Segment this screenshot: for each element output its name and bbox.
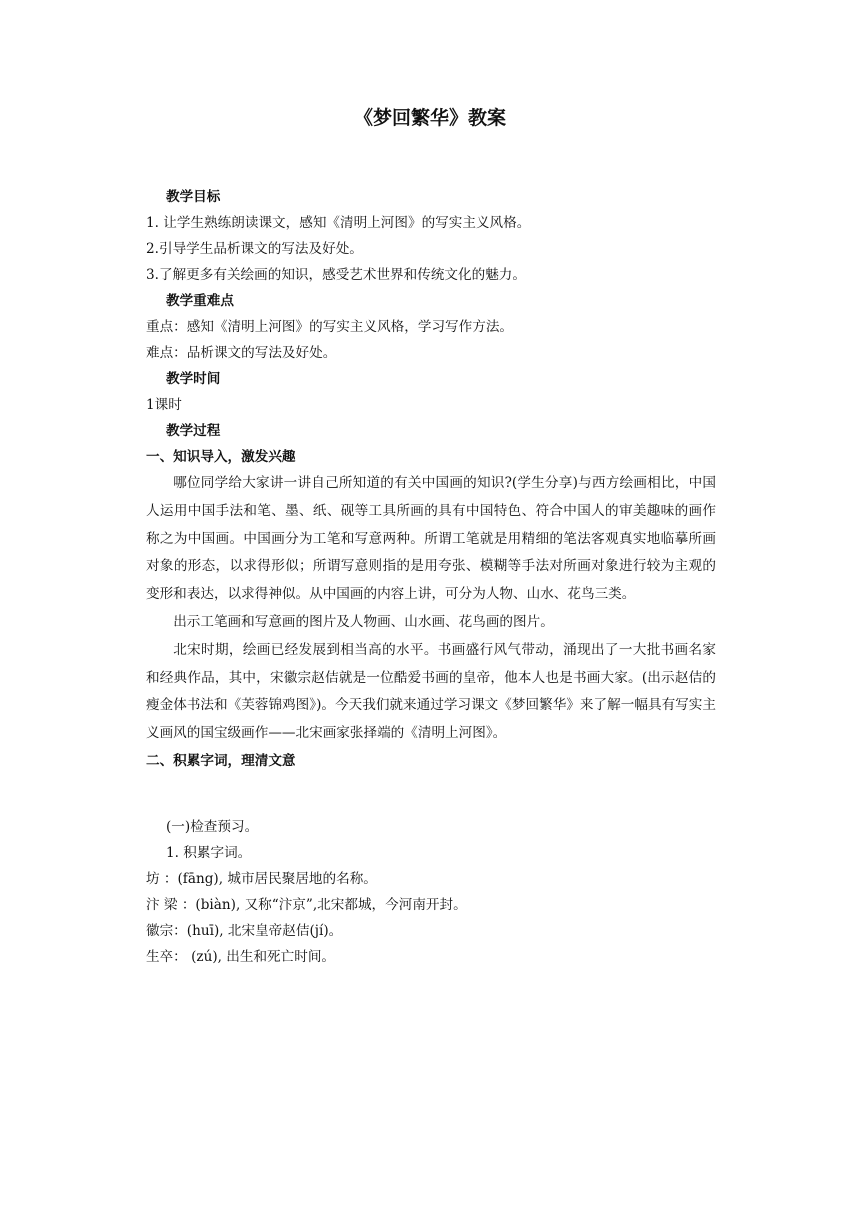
section-heading-time: 教学时间: [166, 371, 221, 387]
document-title: 《梦回繁华》教案: [353, 107, 506, 129]
subsection-item: 1. 积累字词。: [166, 844, 252, 861]
document-body: [146, 184, 716, 970]
part2-heading: 二、积累字词，理清文意: [146, 752, 296, 769]
goal-item-1: 1. 让学生熟练朗读课文，感知《清明上河图》的写实主义风格。: [146, 215, 531, 231]
subsection-heading: (一)检查预习。: [166, 818, 259, 835]
part1-paragraph-3: 北宋时期，绘画已经发展到相当高的水平。书画盛行风气带动，涌现出了一大批书画名家和经典作品，其中，宋徽宗赵佶就是一位酷爱书画的皇帝，他本人也是书画大家。(出示赵佶的瘦金体书法和《芙蓉锦鸡图》)。今天我们就来通过学习课文《梦回繁华》来了解一幅具有写实主义画风的国宝级画作——北宋画家张择端的《清明上河图》。: [146, 641, 716, 742]
goal-item-2: 2.引导学生品析课文的写法及好处。: [146, 241, 363, 257]
key-point-1: 重点：感知《清明上河图》的写实主义风格，学习写作方法。: [146, 319, 514, 335]
word-entry-1: 坊 ：(fāng), 城市居民聚居地的名称。: [146, 870, 377, 887]
word-entry-3: 徽宗：(huī), 北宋皇帝赵佶(jí)。: [146, 922, 343, 939]
word-entry-4: 生卒： (zú), 出生和死亡时间。: [146, 948, 336, 965]
section-heading-key-points: 教学重难点: [166, 293, 234, 309]
section-heading-process: 教学过程: [166, 423, 221, 439]
part1-paragraph-2: 出示工笔画和写意画的图片及人物画、山水画、花鸟画的图片。: [173, 613, 554, 630]
spacer: [146, 774, 716, 814]
part1-heading: 一、知识导入，激发兴趣: [146, 449, 296, 465]
part1-paragraph-1: 哪位同学给大家讲一讲自己所知道的有关中国画的知识?(学生分享)与西方绘画相比，中国人运用中国手法和笔、墨、纸、砚等工具所画的具有中国特色、符合中国人的审美趣味的画作称之为中国画。中国画分为工笔和写意两种。所谓工笔就是用精细的笔法客观真实地临摹所画对象的形态，以求得形似；所谓写意则指的是用夸张、模糊等手法对所画对象进行较为主观的变形和表达，以求得神似。从中国画的内容上讲，可分为人物、山水、花鸟三类。: [146, 475, 716, 603]
goal-item-3: 3.了解更多有关绘画的知识，感受艺术世界和传统文化的魅力。: [146, 267, 526, 283]
key-point-2: 难点：品析课文的写法及好处。: [146, 345, 337, 361]
time-value: 1课时: [146, 397, 182, 413]
word-entry-2: 汴 梁 ：(biàn), 又称“汴京”,北宋都城，今河南开封。: [146, 896, 467, 913]
section-heading-goals: 教学目标: [166, 189, 221, 205]
